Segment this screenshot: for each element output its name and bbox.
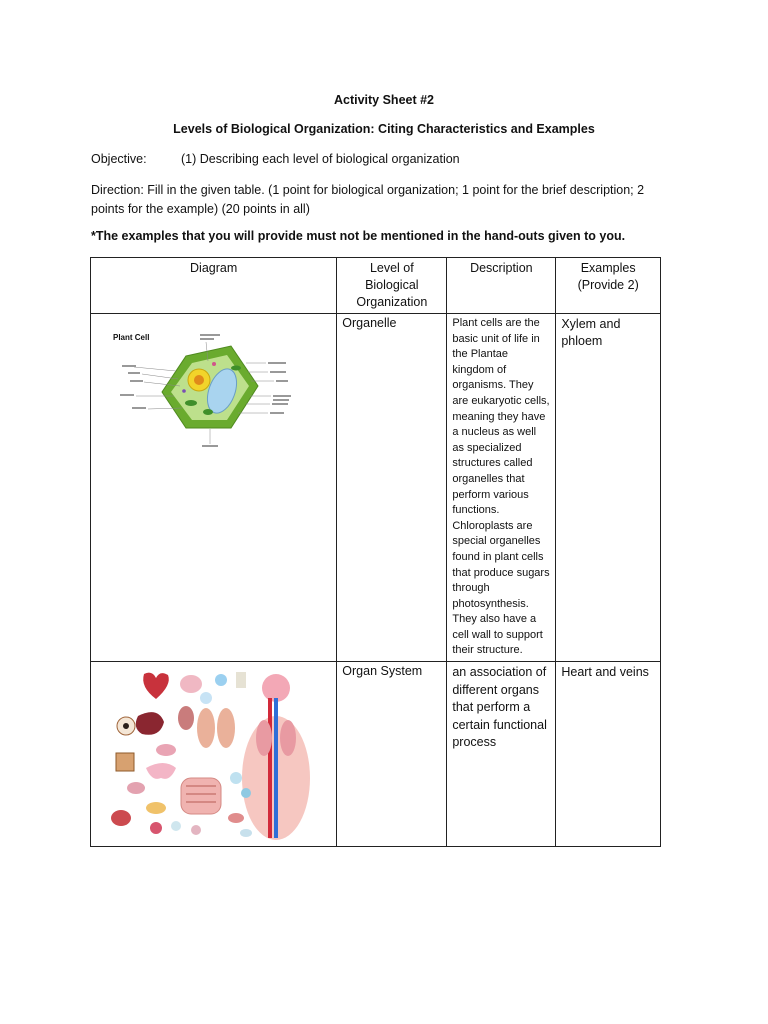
page-subtitle: Levels of Biological Organization: Citing Characteristics and Examples [173,122,595,136]
description-cell: an association of different organs that perform a certain functional process [447,662,556,847]
objective-label: Objective: [91,152,147,166]
header-diagram: Diagram [91,258,337,314]
table-row [91,314,661,662]
objective-text: (1) Describing each level of biological organization [181,152,460,166]
level-cell: Organelle [337,314,447,662]
diagram-cell [91,314,337,662]
note-text: *The examples that you will provide must not be mentioned in the hand-outs given to you. [91,229,626,243]
organization-table [90,257,661,847]
human-organs-illustration-icon [96,668,316,844]
plant-cell-diagram-icon [96,316,318,456]
header-examples: Examples (Provide 2) [556,258,661,314]
header-description: Description [447,258,556,314]
diagram-cell [91,662,337,847]
objective-line [91,152,460,166]
examples-cell: Xylem and phloem [556,314,661,662]
direction-text: Direction: Fill in the given table. (1 point for biological organization; 1 point for the brief description; 2 points for the example) (20 points in all) [91,183,645,216]
description-cell: Plant cells are the basic unit of life in the Plantae kingdom of organisms. They are eukaryotic cells, meaning they have a nucleus as well as specialized structures called organelles that perform various functions. Chloroplasts are special organelles found in plant cells that produce sugars through photosynthesis. They also have a cell wall to support their structure. [447,314,556,662]
page-title: Activity Sheet #2 [333,93,435,107]
header-level: Level of Biological Organization [337,258,447,314]
level-cell: Organ System [337,662,447,847]
plant-cell-label: Plant Cell [113,333,150,342]
table-row [91,662,661,847]
table-header-row [91,258,661,314]
examples-cell: Heart and veins [556,662,661,847]
